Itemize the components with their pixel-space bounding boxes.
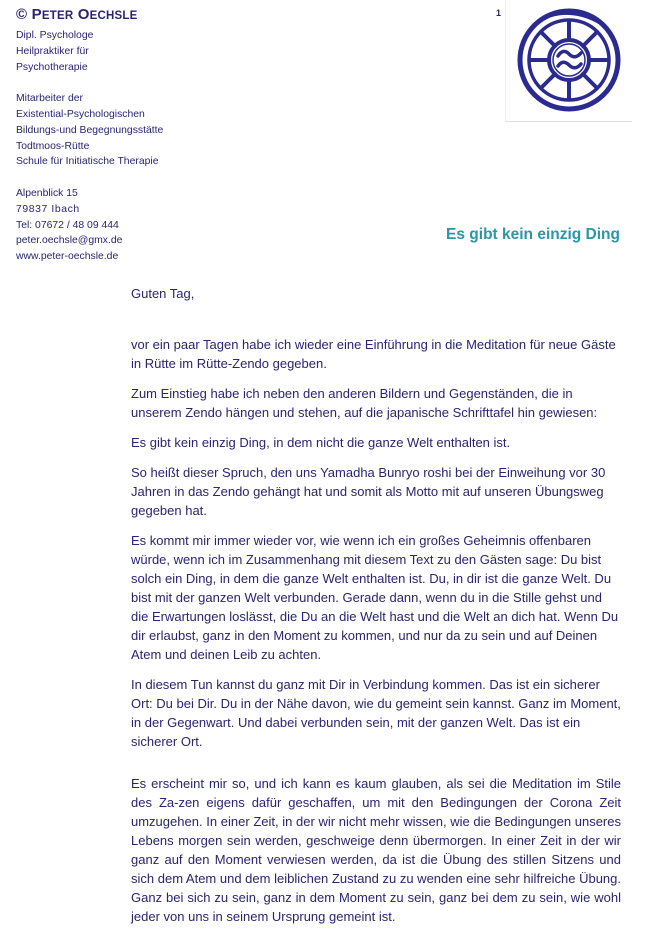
paragraph: Es erscheint mir so, und ich kann es kaum glauben, als sei die Meditation im Stile des Za-zen eigens dafür geschaffen, um mit den Bedingungen der Corona Zeit umzugehen. In einer Zeit, in der wir nicht mehr wissen, wie die Bedingungen unseres Lebens morgen sein werden, geschweige denn übermorgen. In einer Zeit in der wir ganz auf den Moment verwiesen werden, da ist die Übung des stillen Sitzens und sich dem Atem und dem leiblichen Zustand zu zu wenden eine sehr hilfreiche Übung. Ganz bei sich zu sein, ganz in dem Moment zu sein, ganz bei dem zu sein, wie wohl jeder von uns in seinem Ursprung gemeint ist. bbox=[131, 776, 621, 924]
address-city: 79837 Ibach bbox=[16, 203, 80, 215]
phone-number: Tel: 07672 / 48 09 444 bbox=[16, 219, 119, 231]
quote-paragraph: Es gibt kein einzig Ding, in dem nicht die ganze Welt enthalten ist. bbox=[131, 435, 511, 450]
website-link[interactable]: www.peter-oechsle.de bbox=[16, 251, 119, 263]
letter-body bbox=[131, 284, 621, 937]
copyright-symbol: © bbox=[16, 6, 28, 23]
dharma-wheel-logo-icon bbox=[512, 4, 626, 116]
sender-block bbox=[16, 6, 216, 265]
sender-title-line: Heilpraktiker für bbox=[16, 45, 89, 57]
greeting: Guten Tag, bbox=[131, 286, 195, 301]
affiliation-line: Todtmoos-Rütte bbox=[16, 140, 90, 152]
affiliation-line: Schule für Initiatische Therapie bbox=[16, 156, 159, 168]
paragraph: Es kommt mir immer wieder vor, wie wenn ich ein großes Geheimnis offenbaren würde, wenn ich im Zusammenhang mit diesem Text zu den Gästen sage: Du bist solch ein Ding, in dem die ganze Welt enthalten ist. Du, in dir ist die ganze Welt. Du bist mit der ganzen Welt verbunden. Gerade dann, wenn du in die Stille gehst und die Erwartungen loslässt, die Du an die Welt hast und die Welt an dich hat. Wenn Du dir erlaubst, ganz in den Moment zu kommen, und nur da zu sein und auf Deinen Atem und deinen Leib zu achten. bbox=[131, 533, 619, 662]
paragraph: In diesem Tun kannst du ganz mit Dir in Verbindung kommen. Das ist ein sicherer Ort: Du bei Dir. Du in der Nähe davon, wie du gemeint sein kannst. Ganz im Moment, in der Gegenwart. Und dabei verbunden sein, mit der ganzen Welt. Das ist ein sicherer Ort. bbox=[131, 677, 621, 749]
address-street: Alpenblick 15 bbox=[16, 187, 78, 199]
paragraph: Zum Einstieg habe ich neben den anderen Bildern und Gegenständen, die in unserem Zendo hängen und stehen, auf die japanische Schrifttafel hin gewiesen: bbox=[131, 386, 598, 420]
paragraph: vor ein paar Tagen habe ich wieder eine Einführung in die Meditation für neue Gäste in Rütte im Rütte-Zendo gegeben. bbox=[131, 337, 616, 371]
paragraph: So heißt dieser Spruch, den uns Yamadha Bunryo roshi bei der Einweihung vor 30 Jahren in das Zendo gehängt hat und somit als Motto mit auf unseren Übungsweg gegeben hat. bbox=[131, 465, 606, 518]
sender-name-text: PETER OECHSLE bbox=[31, 6, 138, 23]
email-link[interactable]: peter.oechsle@gmx.de bbox=[16, 235, 123, 247]
affiliation-line: Mitarbeiter der bbox=[16, 93, 83, 105]
letter-headline: Es gibt kein einzig Ding bbox=[446, 226, 620, 243]
logo-frame bbox=[505, 0, 632, 122]
affiliation-line: Bildungs-und Begegnungsstätte bbox=[16, 124, 164, 136]
page-number: 1 bbox=[496, 8, 502, 18]
sender-title-line: Dipl. Psychologe bbox=[16, 30, 94, 41]
sender-name bbox=[16, 6, 216, 23]
sender-title-line: Psychotherapie bbox=[16, 61, 88, 73]
affiliation-line: Existential-Psychologischen bbox=[16, 108, 145, 120]
